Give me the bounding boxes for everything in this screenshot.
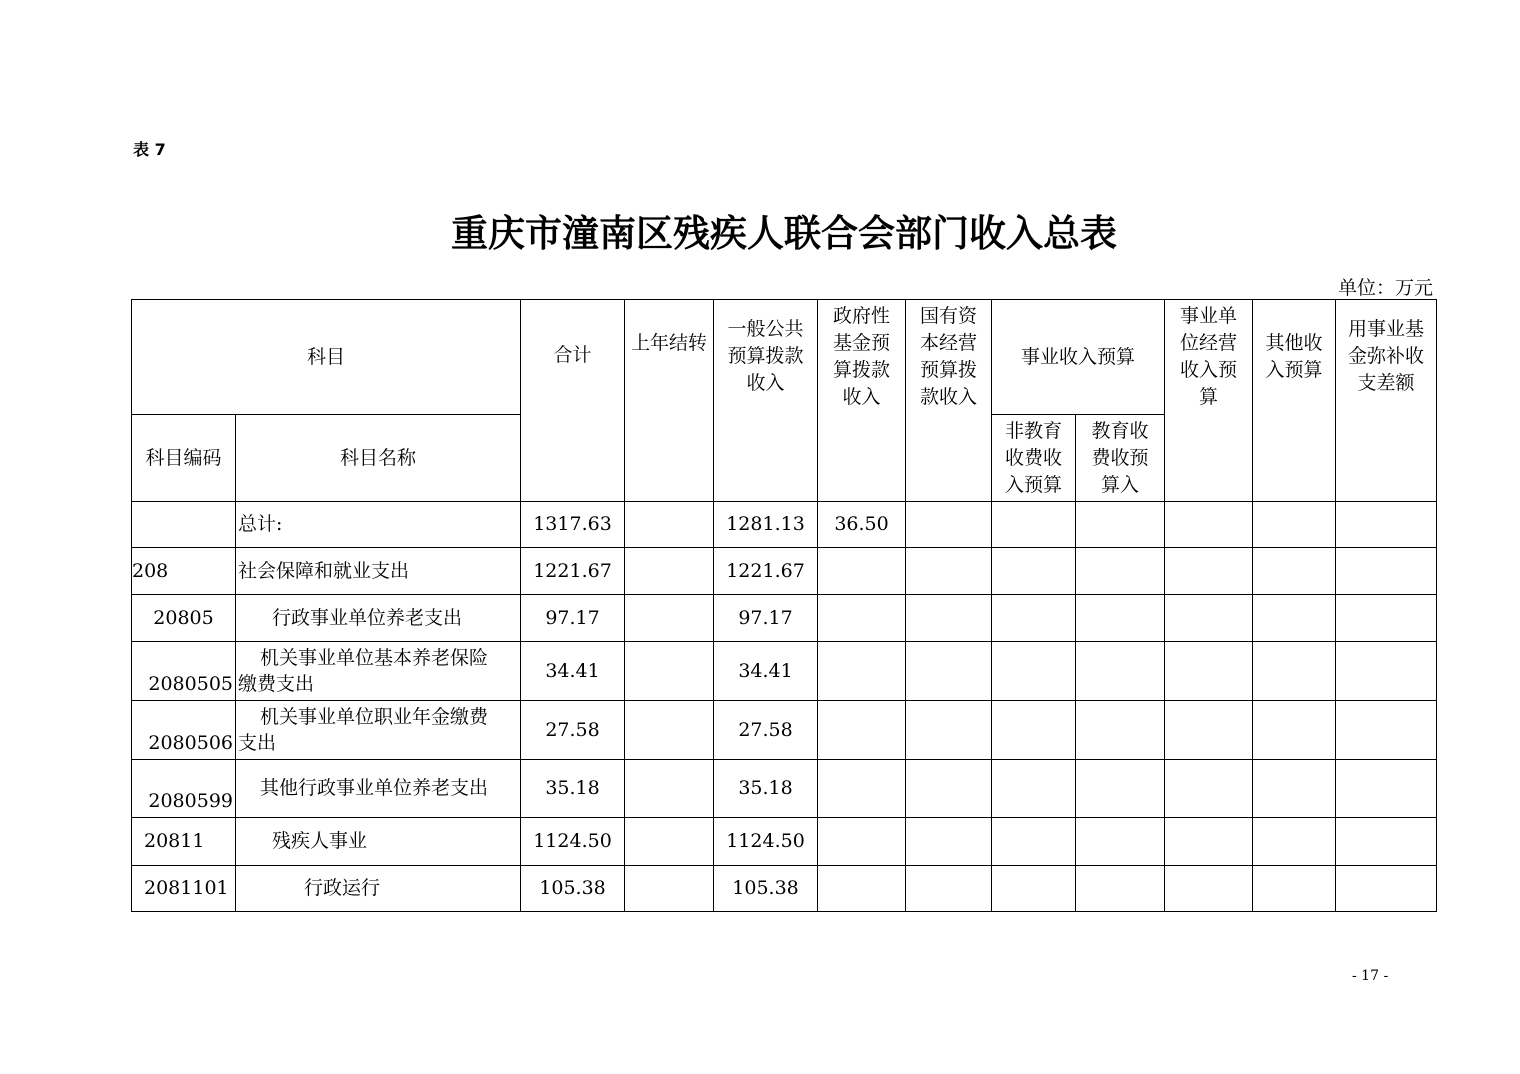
table-row bbox=[132, 760, 1437, 818]
row-fund-balance bbox=[1336, 866, 1437, 912]
row-state-capital bbox=[906, 548, 992, 595]
row-code: 20811 bbox=[132, 818, 236, 866]
row-carryover bbox=[625, 548, 714, 595]
row-state-capital bbox=[906, 595, 992, 642]
row-name: 总计: bbox=[236, 502, 521, 548]
row-total: 97.17 bbox=[521, 595, 625, 642]
row-carryover bbox=[625, 818, 714, 866]
row-name: 行政事业单位养老支出 bbox=[236, 595, 521, 642]
row-carryover bbox=[625, 866, 714, 912]
header-subject-name: 科目名称 bbox=[236, 415, 521, 502]
row-state-capital bbox=[906, 818, 992, 866]
row-general: 35.18 bbox=[714, 760, 818, 818]
row-edu-fee bbox=[1076, 701, 1165, 760]
row-unit-business bbox=[1165, 595, 1253, 642]
row-code: 208 bbox=[132, 548, 236, 595]
row-general: 97.17 bbox=[714, 595, 818, 642]
header-carryover: 上年结转 bbox=[625, 300, 714, 502]
row-unit-business bbox=[1165, 760, 1253, 818]
row-carryover bbox=[625, 595, 714, 642]
table-row bbox=[132, 595, 1437, 642]
row-carryover bbox=[625, 502, 714, 548]
row-non-edu-fee bbox=[992, 502, 1076, 548]
row-non-edu-fee bbox=[992, 701, 1076, 760]
row-code: 2080599 bbox=[132, 760, 236, 818]
row-edu-fee bbox=[1076, 642, 1165, 701]
row-state-capital bbox=[906, 502, 992, 548]
row-edu-fee bbox=[1076, 818, 1165, 866]
header-non-edu-fee: 非教育收费收入预算 bbox=[992, 415, 1076, 502]
row-general: 105.38 bbox=[714, 866, 818, 912]
row-other-income bbox=[1253, 502, 1336, 548]
row-gov-fund bbox=[818, 595, 906, 642]
table-row bbox=[132, 701, 1437, 760]
row-gov-fund bbox=[818, 701, 906, 760]
row-gov-fund bbox=[818, 866, 906, 912]
table-row bbox=[132, 548, 1437, 595]
row-unit-business bbox=[1165, 866, 1253, 912]
table-row bbox=[132, 642, 1437, 701]
row-fund-balance bbox=[1336, 642, 1437, 701]
row-unit-business bbox=[1165, 818, 1253, 866]
row-fund-balance bbox=[1336, 595, 1437, 642]
row-general: 1124.50 bbox=[714, 818, 818, 866]
row-gov-fund bbox=[818, 642, 906, 701]
row-carryover bbox=[625, 701, 714, 760]
table-row bbox=[132, 818, 1437, 866]
row-name: 社会保障和就业支出 bbox=[236, 548, 521, 595]
row-gov-fund bbox=[818, 760, 906, 818]
unit-label: 单位：万元 bbox=[1337, 277, 1433, 299]
row-name bbox=[236, 642, 521, 701]
row-total: 1317.63 bbox=[521, 502, 625, 548]
row-state-capital bbox=[906, 701, 992, 760]
header-unit-business: 事业单位经营收入预算 bbox=[1165, 300, 1253, 502]
row-edu-fee bbox=[1076, 502, 1165, 548]
row-general: 1221.67 bbox=[714, 548, 818, 595]
row-other-income bbox=[1253, 595, 1336, 642]
row-name: 行政运行 bbox=[236, 866, 521, 912]
row-general: 34.41 bbox=[714, 642, 818, 701]
row-other-income bbox=[1253, 642, 1336, 701]
row-non-edu-fee bbox=[992, 642, 1076, 701]
income-summary-table bbox=[131, 299, 1437, 912]
row-total: 34.41 bbox=[521, 642, 625, 701]
header-total: 合计 bbox=[521, 300, 625, 502]
row-fund-balance bbox=[1336, 760, 1437, 818]
header-row-1 bbox=[132, 300, 1437, 415]
header-other-income: 其他收入预算 bbox=[1253, 300, 1336, 502]
row-code bbox=[132, 502, 236, 548]
row-other-income bbox=[1253, 760, 1336, 818]
header-subject: 科目 bbox=[132, 300, 521, 415]
row-non-edu-fee bbox=[992, 548, 1076, 595]
row-carryover bbox=[625, 760, 714, 818]
row-name-line2: 支出 bbox=[238, 732, 277, 754]
row-name-line1: 机关事业单位基本养老保险 bbox=[260, 647, 489, 669]
row-name-line1: 机关事业单位职业年金缴费 bbox=[260, 706, 489, 728]
header-state-capital: 国有资本经营预算拨款收入 bbox=[906, 300, 992, 502]
row-total: 1221.67 bbox=[521, 548, 625, 595]
row-total: 105.38 bbox=[521, 866, 625, 912]
row-unit-business bbox=[1165, 548, 1253, 595]
row-code: 2080505 bbox=[132, 642, 236, 701]
row-unit-business bbox=[1165, 701, 1253, 760]
header-general-budget: 一般公共预算拨款收入 bbox=[714, 300, 818, 502]
row-name bbox=[236, 701, 521, 760]
header-fund-balance: 用事业基金弥补收支差额 bbox=[1336, 300, 1437, 502]
row-non-edu-fee bbox=[992, 760, 1076, 818]
row-edu-fee bbox=[1076, 548, 1165, 595]
header-gov-fund: 政府性基金预算拨款收入 bbox=[818, 300, 906, 502]
row-name: 其他行政事业单位养老支出 bbox=[236, 760, 521, 818]
page-title: 重庆市潼南区残疾人联合会部门收入总表 bbox=[451, 212, 1117, 255]
row-general: 27.58 bbox=[714, 701, 818, 760]
row-state-capital bbox=[906, 760, 992, 818]
row-total: 1124.50 bbox=[521, 818, 625, 866]
row-fund-balance bbox=[1336, 548, 1437, 595]
row-edu-fee bbox=[1076, 595, 1165, 642]
page-number: - 17 - bbox=[1352, 968, 1389, 984]
row-code: 2080506 bbox=[132, 701, 236, 760]
header-edu-fee: 教育收费收预算入 bbox=[1076, 415, 1165, 502]
row-fund-balance bbox=[1336, 818, 1437, 866]
row-general: 1281.13 bbox=[714, 502, 818, 548]
row-total: 27.58 bbox=[521, 701, 625, 760]
row-state-capital bbox=[906, 866, 992, 912]
row-fund-balance bbox=[1336, 701, 1437, 760]
row-other-income bbox=[1253, 866, 1336, 912]
row-code: 20805 bbox=[132, 595, 236, 642]
row-non-edu-fee bbox=[992, 866, 1076, 912]
row-state-capital bbox=[906, 642, 992, 701]
row-gov-fund bbox=[818, 818, 906, 866]
row-name: 残疾人事业 bbox=[236, 818, 521, 866]
row-other-income bbox=[1253, 548, 1336, 595]
row-total: 35.18 bbox=[521, 760, 625, 818]
row-fund-balance bbox=[1336, 502, 1437, 548]
row-carryover bbox=[625, 642, 714, 701]
header-subject-code: 科目编码 bbox=[132, 415, 236, 502]
row-non-edu-fee bbox=[992, 818, 1076, 866]
row-edu-fee bbox=[1076, 760, 1165, 818]
row-code: 2081101 bbox=[132, 866, 236, 912]
table-row bbox=[132, 866, 1437, 912]
table-number: 表 7 bbox=[133, 140, 166, 159]
row-gov-fund: 36.50 bbox=[818, 502, 906, 548]
row-name-line2: 缴费支出 bbox=[238, 673, 315, 695]
row-unit-business bbox=[1165, 642, 1253, 701]
row-non-edu-fee bbox=[992, 595, 1076, 642]
row-edu-fee bbox=[1076, 866, 1165, 912]
row-other-income bbox=[1253, 818, 1336, 866]
row-other-income bbox=[1253, 701, 1336, 760]
header-business-income: 事业收入预算 bbox=[992, 300, 1165, 415]
row-unit-business bbox=[1165, 502, 1253, 548]
table-row bbox=[132, 502, 1437, 548]
row-gov-fund bbox=[818, 548, 906, 595]
